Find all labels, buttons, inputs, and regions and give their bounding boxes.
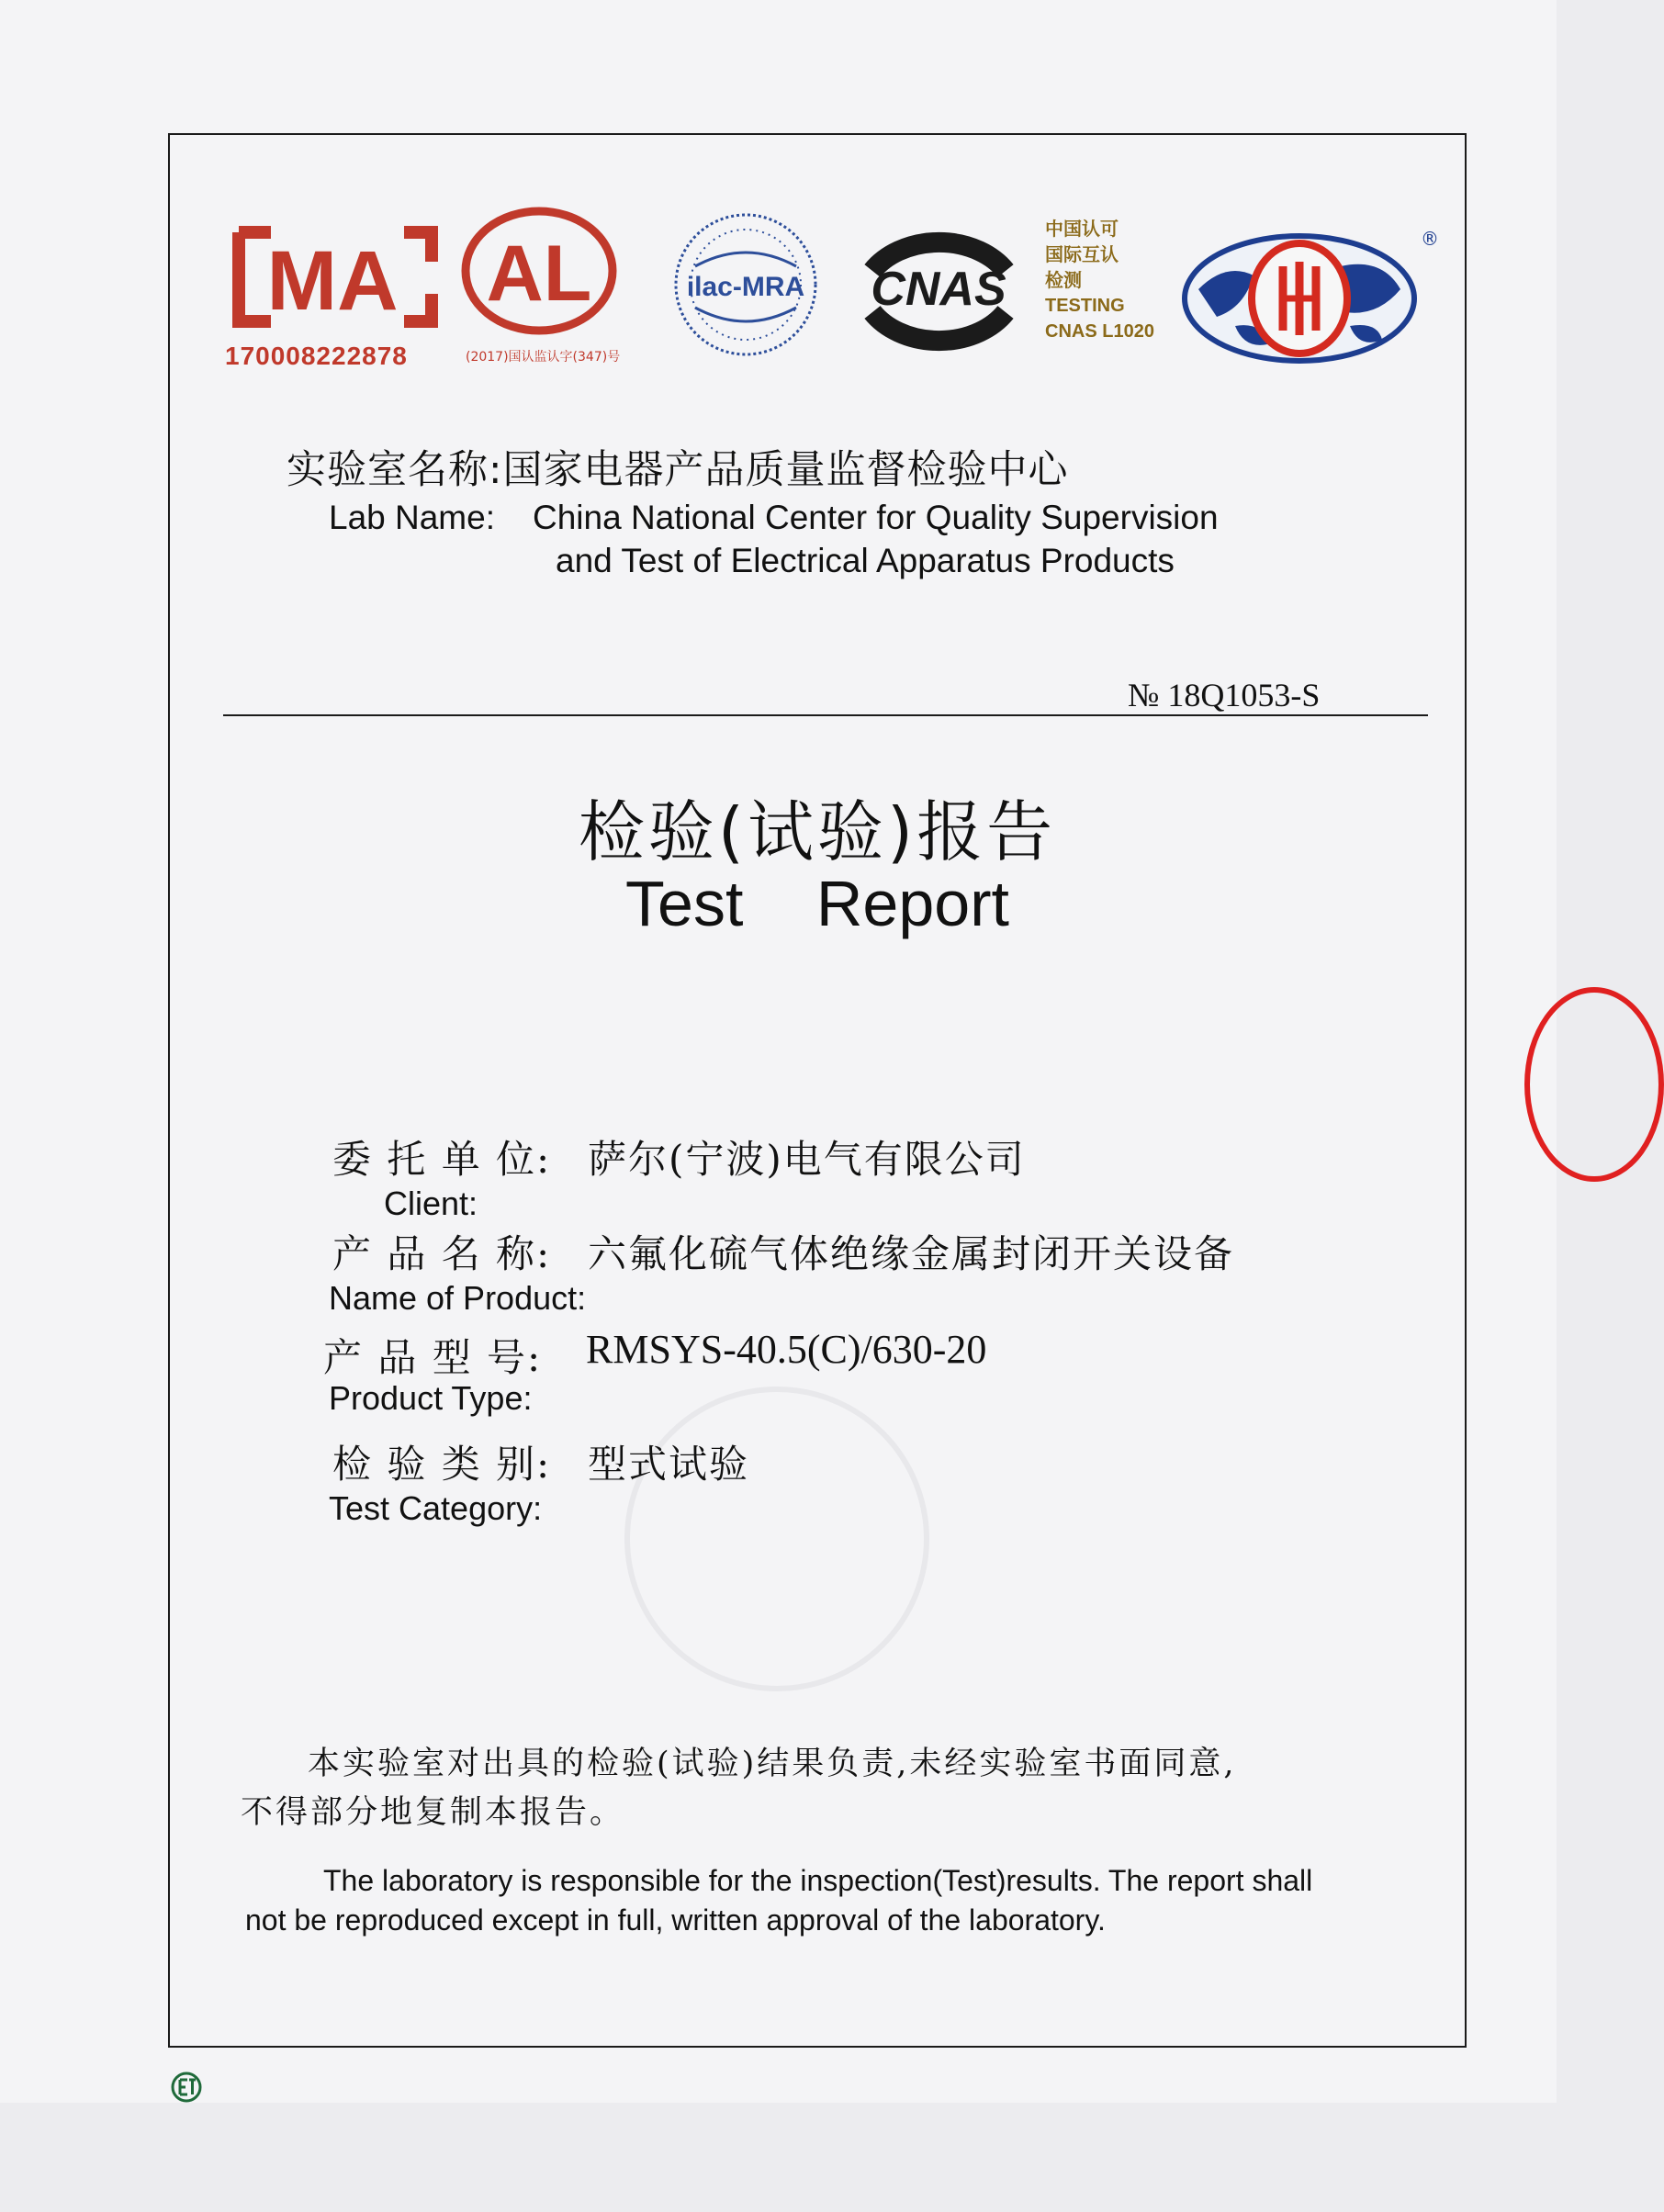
cnas-logo-text: CNAS [871, 263, 1006, 316]
cal-logo-text: AL [486, 230, 592, 318]
client-label-en: Client: [384, 1185, 478, 1222]
lab-name-en-line-1: China National Center for Quality Supervision [533, 499, 1219, 536]
cma-number: 170008222878 [225, 342, 408, 370]
cma-logo-text: MA [266, 234, 399, 328]
cnas-line-1: 中国认可 [1045, 218, 1119, 240]
report-title-cn: 检验(试验)报告 [578, 793, 1057, 870]
product-name-value: 六氟化硫气体绝缘金属封闭开关设备 [588, 1231, 1235, 1276]
divider [223, 714, 1428, 716]
ilac-mra-logo [672, 211, 828, 367]
notice-en-line-2: not be reproduced except in full, written approval of the laboratory. [245, 1903, 1106, 1937]
report-number: № 18Q1053-S [1128, 677, 1321, 713]
notice-en-line-1: The laboratory is responsible for the inspection(Test)results. The report shall [323, 1864, 1313, 1897]
product-type-value: RMSYS-40.5(C)/630-20 [586, 1327, 987, 1372]
certification-logos [220, 207, 1439, 376]
cal-logo [461, 207, 663, 376]
lab-name-cn-value: 国家电器产品质量监督检验中心 [502, 447, 1069, 493]
test-category-value: 型式试验 [588, 1442, 750, 1487]
cal-number: (2017)国认监认字(347)号 [466, 350, 621, 365]
product-type-label-en: Product Type: [329, 1379, 533, 1417]
report-title-en: Test Report [625, 868, 1009, 939]
client-value: 萨尔(宁波)电气有限公司 [588, 1137, 1026, 1182]
cnas-accreditation-text [1045, 216, 1154, 344]
lab-name-cn-row [287, 439, 1069, 495]
registered-mark: ® [1421, 228, 1439, 250]
print-mark-icon [170, 2071, 203, 2104]
product-name-label-cn: 产 品 名 称: [332, 1231, 552, 1276]
lab-name-cn-label: 实验室名称: [287, 447, 503, 493]
product-type-label-cn: 产 品 型 号: [323, 1335, 543, 1380]
lab-name-en-line-2: and Test of Electrical Apparatus Products [556, 542, 1175, 579]
notice-cn-line-2: 不得部分地复制本报告。 [241, 1794, 625, 1831]
embossed-seal [624, 1387, 929, 1691]
cnas-line-5: CNAS L1020 [1045, 321, 1154, 342]
client-label-cn: 委 托 单 位: [332, 1137, 552, 1182]
cma-logo [220, 207, 445, 376]
product-name-label-en: Name of Product: [329, 1279, 587, 1317]
test-category-label-cn: 检 验 类 别: [332, 1442, 552, 1487]
notice-cn-line-1: 本实验室对出具的检验(试验)结果负责,未经实验室书面同意, [308, 1746, 1237, 1782]
cqc-globe-logo [1180, 225, 1439, 372]
cnas-logo [845, 220, 1029, 358]
test-category-label-en: Test Category: [329, 1489, 543, 1527]
cnas-line-2: 国际互认 [1045, 243, 1119, 265]
red-seal-edge [1524, 987, 1664, 1182]
cnas-line-4: TESTING [1045, 296, 1125, 316]
lab-name-en-label: Lab Name: [329, 499, 495, 536]
cnas-line-3: 检测 [1045, 269, 1082, 291]
ilac-logo-text: ilac-MRA [686, 272, 805, 302]
